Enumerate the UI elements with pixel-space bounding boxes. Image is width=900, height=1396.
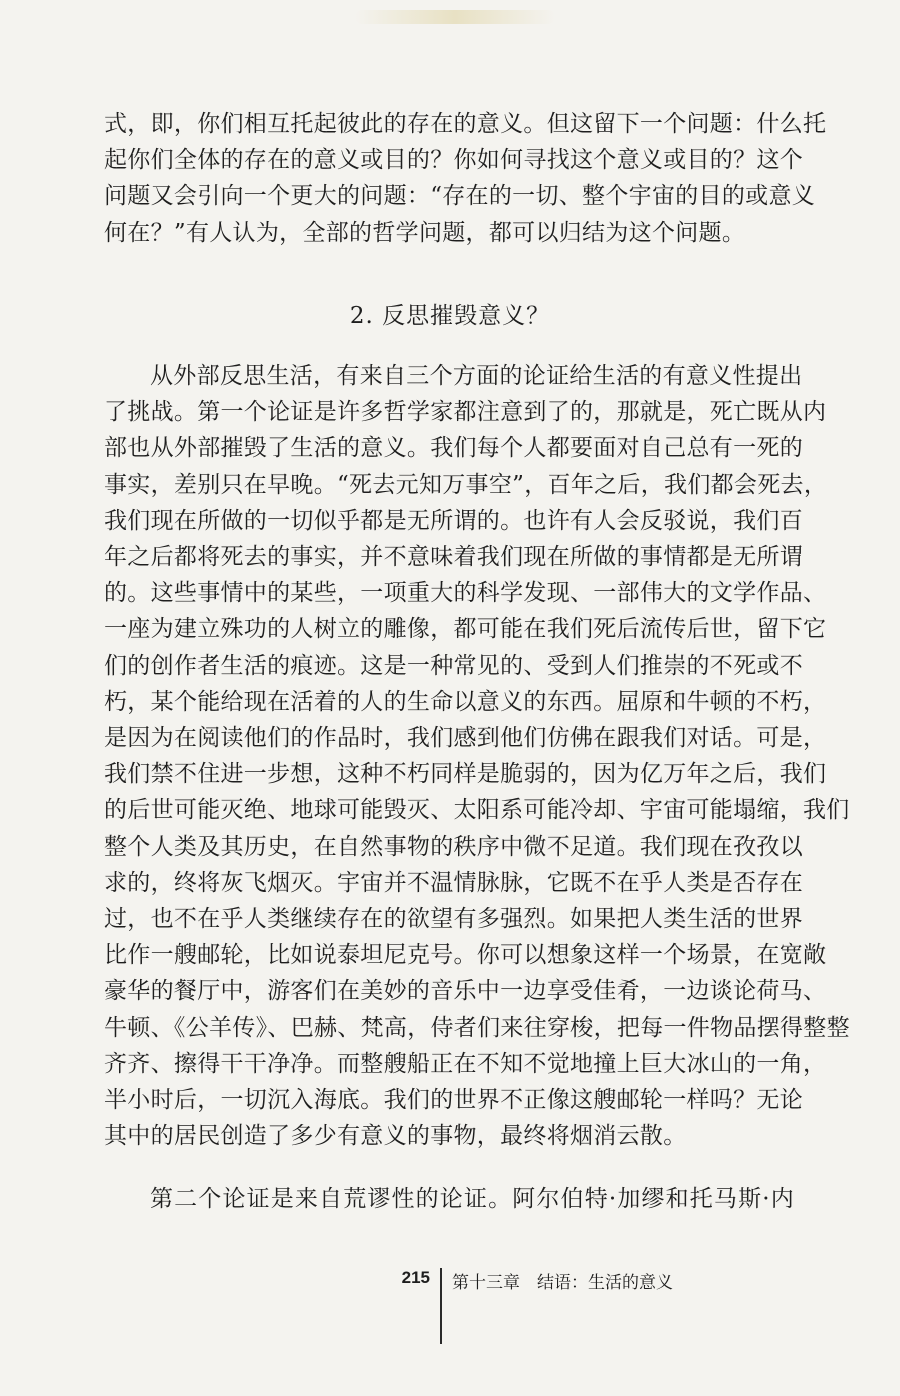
text-line: 们的创作者生活的痕迹。这是一种常见的、受到人们推崇的不死或不 (104, 652, 803, 679)
text-line: 我们禁不住进一步想，这种不朽同样是脆弱的，因为亿万年之后，我们 (104, 761, 827, 788)
text-line: 比作一艘邮轮，比如说泰坦尼克号。你可以想象这样一个场景，在宽敞 (104, 942, 827, 969)
text-line: 豪华的餐厅中，游客们在美妙的音乐中一边享受佳肴，一边谈论荷马、 (104, 978, 827, 1005)
text-line: 部也从外部摧毁了生活的意义。我们每个人都要面对自己总有一死的 (104, 435, 803, 462)
text-line: 的。这些事情中的某些，一项重大的科学发现、一部伟大的文学作品、 (104, 580, 827, 607)
section-heading: 2. 反思摧毁意义？ (349, 303, 551, 329)
scan-smudge (355, 10, 555, 24)
text-line: 齐齐、擦得干干净净。而整艘船正在不知不觉地撞上巨大冰山的一角， (104, 1050, 827, 1077)
text-line: 了挑战。第一个论证是许多哲学家都注意到了的，那就是，死亡既从内 (104, 399, 827, 426)
text-line: 起你们全体的存在的意义或目的？你如何寻找这个意义或目的？这个 (104, 147, 803, 174)
text-line: 何在？”有人认为，全部的哲学问题，都可以归结为这个问题。 (104, 219, 746, 246)
running-head: 第十三章 结语：生活的意义 (452, 1273, 673, 1292)
text-line: 是因为在阅读他们的作品时，我们感到他们仿佛在跟我们对话。可是， (104, 725, 827, 752)
paragraph-absurdity-argument (104, 1181, 794, 1217)
text-line: 求的，终将灰飞烟灭。宇宙并不温情脉脉，它既不在乎人类是否存在 (104, 869, 803, 896)
text-line: 问题又会引向一个更大的问题：“存在的一切、整个宇宙的目的或意义 (104, 183, 816, 210)
paragraph-continuation (104, 106, 827, 251)
text-line: 一座为建立殊功的人树立的雕像，都可能在我们死后流传后世，留下它 (104, 616, 827, 643)
footer-divider (440, 1268, 442, 1344)
text-line: 朽，某个能给现在活着的人的生命以意义的东西。屈原和牛顿的不朽， (104, 688, 827, 715)
text-line: 从外部反思生活，有来自三个方面的论证给生活的有意义性提出 (150, 363, 803, 389)
paragraph-death-argument (104, 358, 850, 1154)
text-line: 牛顿、《公羊传》、巴赫、梵高，侍者们来往穿梭，把每一件物品摆得整整 (104, 1014, 850, 1041)
text-line: 半小时后，一切沉入海底。我们的世界不正像这艘邮轮一样吗？无论 (104, 1087, 803, 1114)
text-line: 事实，差别只在早晚。“死去元知万事空”，百年之后，我们都会死去， (104, 471, 828, 498)
text-line: 整个人类及其历史，在自然事物的秩序中微不足道。我们现在孜孜以 (104, 833, 803, 860)
page-number: 215 (401, 1268, 430, 1287)
text-line: 过，也不在乎人类继续存在的欲望有多强烈。如果把人类生活的世界 (104, 906, 803, 933)
text-line: 我们现在所做的一切似乎都是无所谓的。也许有人会反驳说，我们百 (104, 507, 803, 534)
text-line: 的后世可能灭绝、地球可能毁灭、太阳系可能冷却、宇宙可能塌缩，我们 (104, 797, 850, 824)
text-line: 年之后都将死去的事实，并不意味着我们现在所做的事情都是无所谓 (104, 544, 803, 571)
text-line: 其中的居民创造了多少有意义的事物，最终将烟消云散。 (104, 1123, 687, 1150)
text-line: 式，即，你们相互托起彼此的存在的意义。但这留下一个问题：什么托 (104, 111, 827, 137)
page-footer (0, 1268, 900, 1348)
text-line: 第二个论证是来自荒谬性的论证。阿尔伯特·加缪和托马斯·内 (150, 1186, 794, 1212)
